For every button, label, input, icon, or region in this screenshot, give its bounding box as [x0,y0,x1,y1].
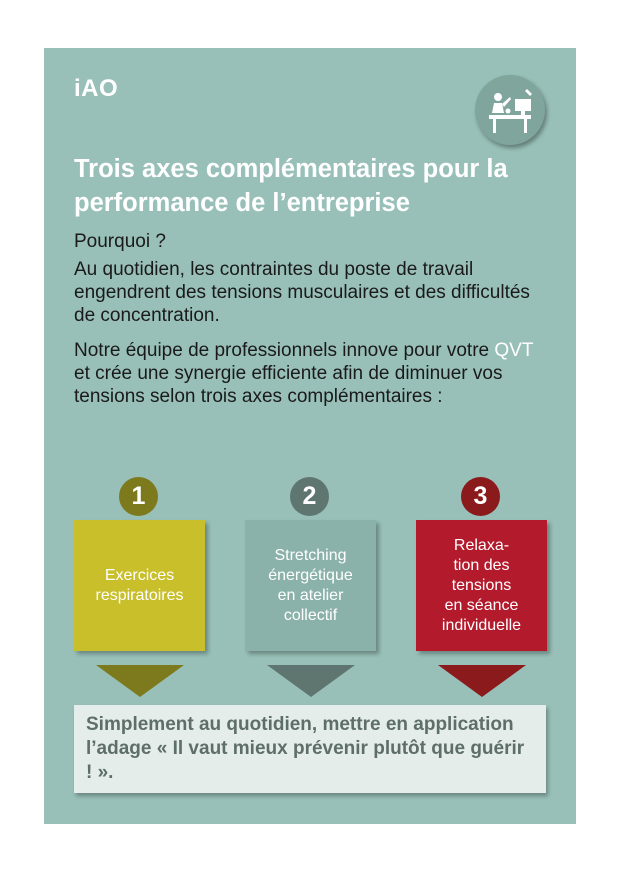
axis-1-box [74,520,205,651]
axis-2-label-line: collectif [283,606,338,624]
axis-3-label-line: en séance [444,596,519,614]
axis-1-label-line: Exercices [104,566,175,584]
paragraph-2-end: et crée une synergie efficiente afin de diminuer vos tensions selon trois axes complémentaires : [74,363,503,407]
axis-3-label [442,536,521,636]
axis-3-label-line: tensions [451,576,512,594]
qvt-highlight: QVT [494,340,534,361]
question-label: Pourquoi ? [74,231,166,252]
desk-worker-icon [475,75,545,145]
intro-paragraph-2 [74,339,554,408]
brand-logo-text: iAO [74,75,119,102]
axis-3-label-line: individuelle [441,616,522,634]
axis-2-down-arrow [267,665,355,697]
axis-1-label-line: respiratoires [95,586,184,604]
intro-paragraph-1: Au quotidien, les contraintes du poste de travail engendrent des tensions musculaires et des difficultés de concentration. [74,259,530,326]
info-card [44,48,576,824]
axis-3-number-badge: 3 [461,477,500,516]
axis-3-label-line: Relaxa- [453,536,510,554]
axis-3-down-arrow [438,665,526,697]
axis-2-label-line: Stretching [274,546,347,564]
axis-2-box [245,520,376,651]
axis-1-down-arrow [96,665,184,697]
axis-1-number-badge: 1 [119,477,158,516]
axis-3-box [416,520,547,651]
axis-2-label-line: énergétique [268,566,353,584]
paragraph-2-start: Notre équipe de professionnels innove pour votre [74,340,495,361]
axis-2-label [268,546,353,626]
axis-1-label [95,566,183,606]
page-title: Trois axes complémentaires pour la performance de l’entreprise [74,155,508,217]
axis-2-label-line: en atelier [277,586,344,604]
axis-3-label-line: tion des [453,556,510,574]
axis-2-number-badge: 2 [290,477,329,516]
conclusion-box: Simplement au quotidien, mettre en application l’adage « Il vaut mieux prévenir plutôt que guérir ! ». [74,705,546,793]
